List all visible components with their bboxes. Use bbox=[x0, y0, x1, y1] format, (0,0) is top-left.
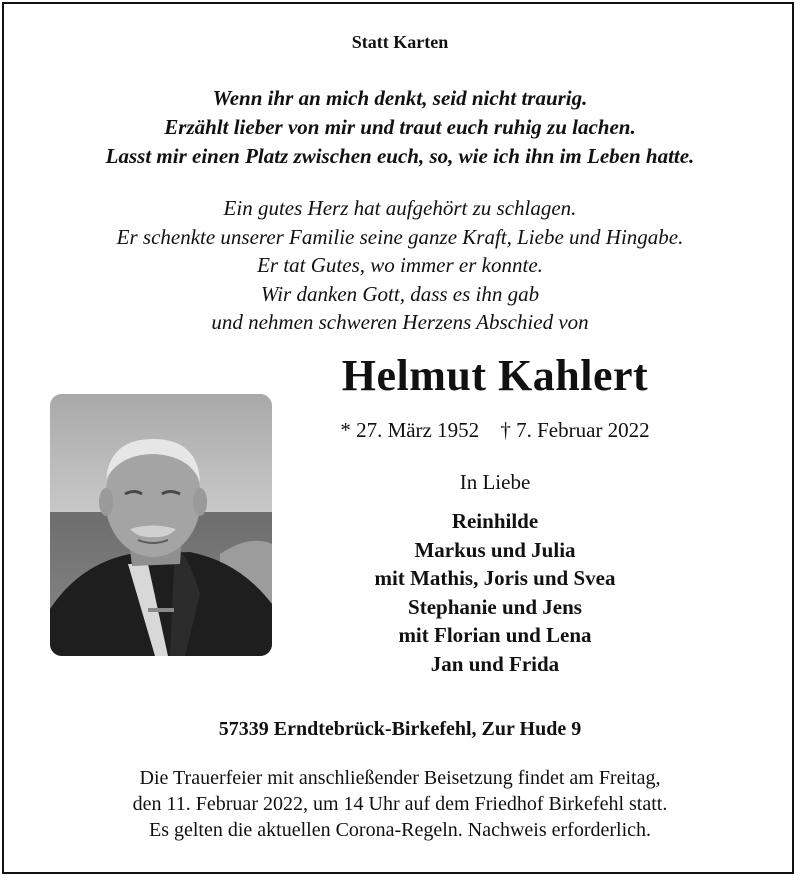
verse-line: Wenn ihr an mich denkt, seid nicht traurig. bbox=[212, 86, 588, 110]
poem-line: und nehmen schweren Herzens Abschied von bbox=[211, 310, 589, 334]
deceased-name: Helmut Kahlert bbox=[341, 351, 649, 400]
family-member: Reinhilde bbox=[451, 509, 539, 533]
life-dates bbox=[305, 418, 685, 443]
verse-line: Lasst mir einen Platz zwischen euch, so, wie ich ihn im Leben hatte. bbox=[105, 144, 695, 168]
poem bbox=[0, 194, 800, 337]
poem-line: Er schenkte unserer Familie seine ganze Kraft, Liebe und Hingabe. bbox=[116, 224, 684, 249]
ceremony-line: Es gelten die aktuellen Corona-Regeln. Nachweis erforderlich. bbox=[148, 819, 652, 841]
death-date: † 7. Februar 2022 bbox=[500, 418, 650, 442]
ceremony-line: Die Trauerfeier mit anschließender Beisetzung findet am Freitag, bbox=[139, 767, 661, 789]
ceremony-notice bbox=[0, 765, 800, 843]
birth-date: * 27. März 1952 bbox=[340, 418, 480, 442]
poem-line: Er tat Gutes, wo immer er konnte. bbox=[257, 253, 543, 277]
poem-line: Ein gutes Herz hat aufgehört zu schlagen. bbox=[223, 196, 577, 220]
family-member: Markus und Julia bbox=[414, 537, 576, 562]
verse-line: Erzählt lieber von mir und traut euch ruhig zu lachen. bbox=[164, 115, 636, 139]
ceremony-line: den 11. Februar 2022, um 14 Uhr auf dem Friedhof Birkefehl statt. bbox=[132, 793, 668, 815]
family-list bbox=[305, 507, 685, 678]
in-love-label: In Liebe bbox=[459, 470, 531, 494]
family-member: mit Mathis, Joris und Svea bbox=[374, 566, 616, 590]
family-member: mit Florian und Lena bbox=[398, 623, 592, 647]
poem-line: Wir danken Gott, dass es ihn gab bbox=[260, 281, 540, 306]
portrait-photo bbox=[50, 394, 272, 656]
family-member: Jan und Frida bbox=[430, 651, 560, 676]
verse bbox=[0, 84, 800, 171]
address: 57339 Erndtebrück-Birkefehl, Zur Hude 9 bbox=[218, 718, 582, 740]
family-member: Stephanie und Jens bbox=[408, 594, 582, 619]
notice-heading: Statt Karten bbox=[351, 32, 449, 52]
